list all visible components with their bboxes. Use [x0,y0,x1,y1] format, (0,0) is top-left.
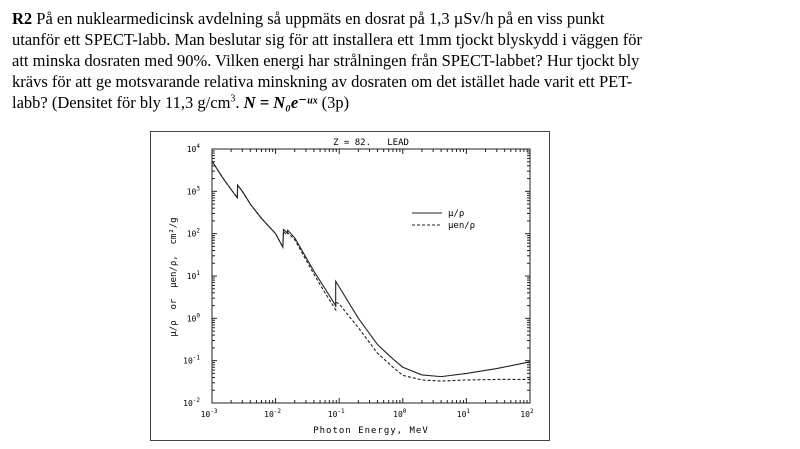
figure-border [151,132,550,441]
chart-title: Z = 82. LEAD [333,138,409,148]
y-tick-label: $10^1$ [186,270,200,281]
problem-line-4: krävs för att ge motsvarande relativa minskning av dosraten om det istället hade varit ett PET- [12,72,633,91]
y-tick-label: $10^3$ [186,185,200,197]
legend-label-mu: μ/ρ [448,209,465,219]
problem-line-5: labb? (Densitet för bly 11,3 $g/cm^3$. N = N₀e⁻ᵘˣ (3p) [12,93,350,112]
x-tick-label: $10^{-1}$ [327,408,345,419]
y-axis-label: μ/ρ or μen/ρ, cm²/g [169,217,179,337]
points-value: (3p) [317,93,350,112]
problem-line-2: utanför ett SPECT-labb. Man beslutar sig för att installera ett 1mm tjockt blyskydd i väggen för [12,30,642,49]
x-tick-label: $10^2$ [520,408,534,419]
y-tick-label: $10^2$ [186,227,200,239]
legend-label-muen: μen/ρ [448,221,476,231]
problem-line-3: att minska dosraten med 90%. Vilken energi har strålningen från SPECT-labbet? Hur tjockt bly [12,51,640,70]
x-tick-label: $10^0$ [393,408,407,419]
x-tick-label: $10^1$ [456,408,471,419]
x-tick-label: $10^{-3}$ [200,408,218,419]
y-tick-label: $10^{-1}$ [183,354,200,366]
problem-label: R2 [12,9,33,28]
problem-text [12,8,788,113]
attenuation-formula: N = N₀e⁻ᵘˣ [243,93,318,112]
y-tick-label: $10^0$ [186,312,200,324]
x-axis-label: Photon Energy, MeV [313,426,429,436]
chart-svg [150,131,550,441]
y-tick-label: $10^{-2}$ [183,397,200,408]
x-tick-label: $10^{-2}$ [264,408,282,419]
attenuation-chart [150,131,550,441]
problem-line-1: R2 På en nuklearmedicinsk avdelning så uppmäts en dosrat på 1,3 µSv/h på en viss punkt [12,9,605,28]
y-tick-label: $10^4$ [186,143,200,154]
